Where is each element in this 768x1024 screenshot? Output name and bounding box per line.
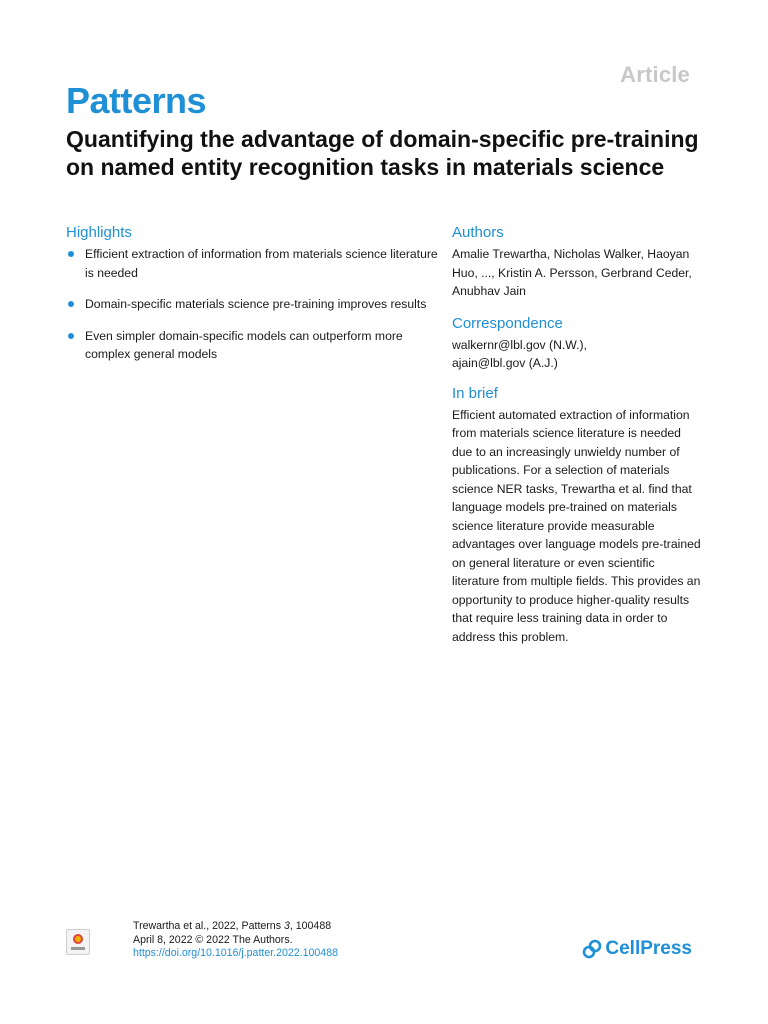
highlights-heading: Highlights [66, 224, 132, 241]
in-brief-heading: In brief [452, 384, 498, 402]
highlights-section [66, 224, 438, 377]
journal-name: Patterns [66, 80, 207, 121]
authors-list: Amalie Trewartha, Nicholas Walker, Haoyan Huo, ..., Kristin A. Persson, Gerbrand Ceder, Anubhav Jain [452, 247, 692, 298]
article-title: Quantifying the advantage of domain-specific pre-training on named entity recognition tasks in materials science [66, 126, 699, 180]
sidebar-column [452, 224, 702, 646]
in-brief-text: Efficient automated extraction of information from materials science literature is needed due to an increasingly unwieldy number of publications. For a selection of materials science NER tasks, Trewartha et al. find that language models pre-trained on materials science literature provide measurable advantages over language models pre-trained on general literature or even scientific literature from multiple fields. This provides an opportunity to produce higher-quality results that require less training data in order to address this problem. [452, 407, 701, 644]
bullet-icon [68, 333, 74, 339]
correspondence-heading: Correspondence [452, 314, 563, 332]
doi-link[interactable]: https://doi.org/10.1016/j.patter.2022.100488 [133, 947, 338, 959]
highlights-list [66, 245, 438, 364]
highlight-item: Even simpler domain-specific models can outperform more complex general models [66, 327, 438, 364]
article-type-label: Article [620, 62, 690, 87]
highlight-item: Efficient extraction of information from materials science literature is needed [66, 245, 438, 282]
bullet-icon [68, 251, 74, 257]
publisher-name: CellPress [605, 938, 692, 959]
cellpress-logo-icon [582, 939, 602, 959]
bullet-icon [68, 301, 74, 307]
check-for-updates-icon[interactable] [66, 929, 90, 955]
authors-heading: Authors [452, 224, 504, 241]
cellpress-logo[interactable] [582, 938, 692, 960]
date-copyright-line: April 8, 2022 © 2022 The Authors. [133, 933, 293, 946]
highlight-item: Domain-specific materials science pre-training improves results [66, 295, 438, 314]
citation-line: Trewartha et al., 2022, Patterns 3, 100488 [133, 920, 332, 932]
correspondence-email-2[interactable]: ajain@lbl.gov (A.J.) [452, 356, 558, 370]
correspondence-email-1[interactable]: walkernr@lbl.gov (N.W.), [452, 337, 587, 352]
citation-footer [133, 920, 338, 961]
